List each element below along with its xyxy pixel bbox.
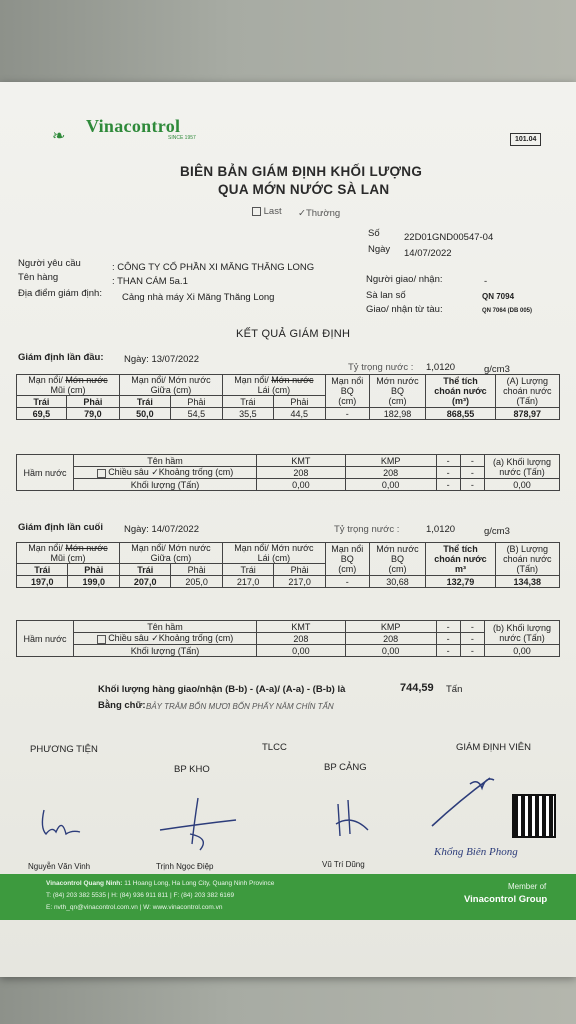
- footer-band: [0, 874, 576, 920]
- leaf-logo-icon: ❧: [52, 128, 66, 145]
- header-giua: Mạn nổi/ Mớn nước Giữa (cm): [119, 375, 222, 396]
- header-lai: Mạn nổi/ Mớn nước Lái (cm): [222, 375, 325, 396]
- col-trai: Trái: [119, 396, 170, 408]
- table-cell: 35,5: [222, 408, 273, 420]
- sa-lan-value: QN 7094: [482, 292, 515, 301]
- first-survey-label: Giám định lần đầu:: [18, 352, 104, 363]
- qr-code-icon: [512, 794, 556, 838]
- table-cell: -: [325, 408, 369, 420]
- option-last: Last: [252, 206, 282, 217]
- last-density-label: Tỷ trọng nước :: [334, 524, 400, 535]
- document-sheet: [0, 82, 576, 977]
- first-density-value: 1,0120: [426, 362, 456, 373]
- table-cell: 54,5: [170, 408, 222, 420]
- kmp-label: KMP: [345, 455, 436, 467]
- nguoi-yeu-cau-label: Người yêu cầu: [18, 258, 81, 269]
- dia-diem-label: Địa điểm giám định:: [18, 288, 102, 299]
- footer-phone: T: (84) 203 382 5535 | H: (84) 936 911 811 | F: (84) 203 382 6169: [46, 892, 235, 899]
- last-result-value: 0,00: [485, 645, 560, 657]
- sig-name-3: Vũ Trí Dũng: [322, 860, 365, 869]
- form-code: 101.04: [510, 133, 541, 146]
- last-survey-label: Giám định lần cuối: [18, 522, 103, 533]
- footer-address: Vinacontrol Quang Ninh: 11 Hoang Long, Ha Long City, Quang Ninh Province: [46, 880, 275, 887]
- header-man-noi-bq: Mạn nổi BQ (cm): [325, 543, 369, 576]
- summary-words: BẢY TRĂM BỐN MƯƠI BỐN PHẨY NĂM CHÍN TẤN: [146, 702, 334, 711]
- khoi-luong-label: Khối lượng (Tấn): [74, 645, 257, 657]
- col-trai: Trái: [119, 564, 170, 576]
- footer-group: Vinacontrol Group: [464, 894, 548, 905]
- signature-4-icon: [430, 770, 500, 830]
- table-cell: 44,5: [273, 408, 325, 420]
- table-row: [17, 576, 560, 588]
- col-phai: Phải: [170, 396, 222, 408]
- table-cell: 208: [257, 467, 346, 479]
- col-trai: Trái: [222, 396, 273, 408]
- header-the-tich: Thể tích choán nước (m³): [426, 375, 495, 408]
- sa-lan-label: Sà lan số: [366, 290, 406, 301]
- header-mui: Mạn nổi/ Mớn nước Mũi (cm): [17, 375, 120, 396]
- table-cell: -: [436, 645, 460, 657]
- table-cell: 0,00: [345, 479, 436, 491]
- col-trai: Trái: [222, 564, 273, 576]
- ten-hang-label: Tên hàng: [18, 272, 59, 283]
- result-title: KẾT QUẢ GIÁM ĐỊNH: [236, 328, 351, 340]
- title-line2: QUA MỚN NƯỚC SÀ LAN: [218, 182, 390, 197]
- sig-tlcc-label: TLCC: [262, 742, 287, 753]
- footer-member-of: Member of: [508, 882, 547, 891]
- table-cell: 878,97: [495, 408, 559, 420]
- header-giua: Mạn nổi/ Mớn nước Giữa (cm): [119, 543, 222, 564]
- ham-nuoc-label: Hầm nước: [17, 621, 74, 657]
- ham-nuoc-label: Hầm nước: [17, 455, 74, 491]
- header-luong-b: (B) Lượng choán nước (Tấn): [495, 543, 559, 576]
- col-trai: Trái: [17, 564, 68, 576]
- footer-email: E: nvth_qn@vinacontrol.com.vn | W: www.vinacontrol.com.vn: [46, 904, 223, 911]
- so-value: 22D01GND00547-04: [404, 232, 494, 243]
- table-cell: 50,0: [119, 408, 170, 420]
- summary-value: 744,59: [400, 682, 434, 694]
- last-density-unit: g/cm3: [484, 526, 510, 537]
- col-phai: Phải: [274, 564, 325, 576]
- signature-1-icon: [36, 804, 86, 844]
- table-cell: -: [436, 621, 460, 633]
- sig-name-2: Trịnh Ngọc Điệp: [156, 862, 214, 871]
- table-cell: 205,0: [171, 576, 222, 588]
- table-cell: 182,98: [369, 408, 426, 420]
- table-cell: 217,0: [222, 576, 273, 588]
- table-row: [17, 408, 560, 420]
- first-result-value: 0,00: [485, 479, 560, 491]
- header-lai: Mạn nổi/ Mớn nước Lái (cm): [222, 543, 325, 564]
- last-tank-table: [16, 620, 560, 657]
- table-cell: 208: [257, 633, 346, 645]
- sig-bp-kho-label: BP KHO: [174, 764, 210, 775]
- giao-nhan-tu-tau-value: QN 7064 (DB 005): [482, 308, 533, 314]
- table-cell: 208: [345, 467, 436, 479]
- first-density-label: Tỷ trọng nước :: [348, 362, 414, 373]
- checkbox-icon: [252, 207, 261, 216]
- table-cell: -: [460, 621, 484, 633]
- table-cell: 217,0: [274, 576, 325, 588]
- table-cell: -: [460, 645, 484, 657]
- kmp-label: KMP: [345, 621, 436, 633]
- last-result-label: (b) Khối lượng nước (Tấn): [485, 621, 560, 645]
- table-cell: 207,0: [119, 576, 170, 588]
- summary-words-label: Bằng chữ:: [98, 700, 146, 711]
- last-survey-date: Ngày: 14/07/2022: [124, 524, 200, 535]
- table-cell: 197,0: [17, 576, 68, 588]
- ngay-value: 14/07/2022: [404, 248, 452, 259]
- first-result-label: (a) Khối lượng nước (Tấn): [485, 455, 560, 479]
- last-draft-table: [16, 542, 560, 588]
- summary-unit: Tấn: [446, 684, 463, 695]
- header-luong-a: (A) Lượng choán nước (Tấn): [495, 375, 559, 408]
- sig-name-1: Nguyễn Văn Vinh: [28, 862, 91, 871]
- so-label: Số: [368, 228, 380, 239]
- table-cell: -: [325, 576, 369, 588]
- logo-text: Vinacontrol: [86, 116, 181, 136]
- title-line1: BIÊN BẢN GIÁM ĐỊNH KHỐI LƯỢNG: [180, 164, 423, 179]
- nguoi-yeu-cau-value: : CÔNG TY CỔ PHẦN XI MĂNG THĂNG LONG: [112, 262, 315, 273]
- header-mon-nuoc-bq: Mớn nước BQ (cm): [369, 375, 426, 408]
- table-cell: -: [436, 479, 460, 491]
- logo-since: SINCE 1957: [168, 135, 196, 141]
- col-trai: Trái: [17, 396, 67, 408]
- table-cell: -: [436, 455, 460, 467]
- signature-2-icon: [140, 794, 240, 854]
- table-cell: 208: [345, 633, 436, 645]
- sig-name-4: Khổng Biên Phong: [434, 846, 518, 858]
- table-cell: -: [460, 467, 484, 479]
- signature-3-icon: [328, 794, 378, 844]
- col-phai: Phải: [171, 564, 222, 576]
- giao-nhan-tu-tau-label: Giao/ nhận từ tàu:: [366, 304, 443, 315]
- khoi-luong-label: Khối lượng (Tấn): [74, 479, 257, 491]
- table-cell: 134,38: [495, 576, 559, 588]
- table-cell: 0,00: [257, 645, 346, 657]
- table-cell: 69,5: [17, 408, 67, 420]
- option-normal: ✓Thường: [298, 208, 341, 219]
- dia-diem-value: Cảng nhà máy Xi Măng Thăng Long: [122, 292, 275, 303]
- header-man-noi-bq: Mạn nổi BQ (cm): [325, 375, 369, 408]
- ngay-label: Ngày: [368, 244, 391, 255]
- table-cell: -: [460, 479, 484, 491]
- table-cell: 79,0: [66, 408, 119, 420]
- col-phai: Phải: [68, 564, 119, 576]
- table-cell: -: [436, 467, 460, 479]
- col-phai: Phải: [273, 396, 325, 408]
- chieu-sau-row: Chiều sâu ✓Khoảng trống (cm): [74, 633, 257, 645]
- table-cell: 30,68: [369, 576, 426, 588]
- first-density-unit: g/cm3: [484, 364, 510, 375]
- sig-gdv-label: GIÁM ĐỊNH VIÊN: [456, 742, 531, 753]
- nguoi-giao-label: Người giao/ nhận:: [366, 274, 443, 285]
- sig-phuong-tien-label: PHƯƠNG TIỆN: [30, 744, 98, 755]
- ten-ham-label: Tên hầm: [74, 455, 257, 467]
- header-mon-nuoc-bq: Mớn nước BQ (cm): [369, 543, 426, 576]
- first-draft-table: [16, 374, 560, 420]
- table-cell: 199,0: [68, 576, 119, 588]
- header-the-tich: Thể tích choán nước m³: [426, 543, 495, 576]
- first-tank-table: [16, 454, 560, 491]
- table-cell: 868,55: [426, 408, 495, 420]
- table-cell: -: [460, 633, 484, 645]
- col-phai: Phải: [66, 396, 119, 408]
- ten-ham-label: Tên hầm: [74, 621, 257, 633]
- checkmark-icon: ✓: [298, 208, 306, 219]
- table-cell: -: [460, 455, 484, 467]
- kmt-label: KMT: [257, 621, 346, 633]
- nguoi-giao-value: -: [484, 276, 488, 287]
- first-survey-date: Ngày: 13/07/2022: [124, 354, 200, 365]
- header-mui: Mạn nổi/ Mớn nước Mũi (cm): [17, 543, 120, 564]
- ten-hang-value: : THAN CÁM 5a.1: [112, 276, 188, 287]
- sig-bp-cang-label: BP CẢNG: [324, 762, 367, 773]
- table-cell: 0,00: [257, 479, 346, 491]
- kmt-label: KMT: [257, 455, 346, 467]
- table-cell: -: [436, 633, 460, 645]
- summary-label: Khối lượng hàng giao/nhận (B-b) - (A-a)/ (A-a) - (B-b) là: [98, 684, 346, 695]
- chieu-sau-row: Chiều sâu ✓Khoảng trống (cm): [74, 467, 257, 479]
- last-density-value: 1,0120: [426, 524, 456, 535]
- table-cell: 0,00: [345, 645, 436, 657]
- table-cell: 132,79: [426, 576, 495, 588]
